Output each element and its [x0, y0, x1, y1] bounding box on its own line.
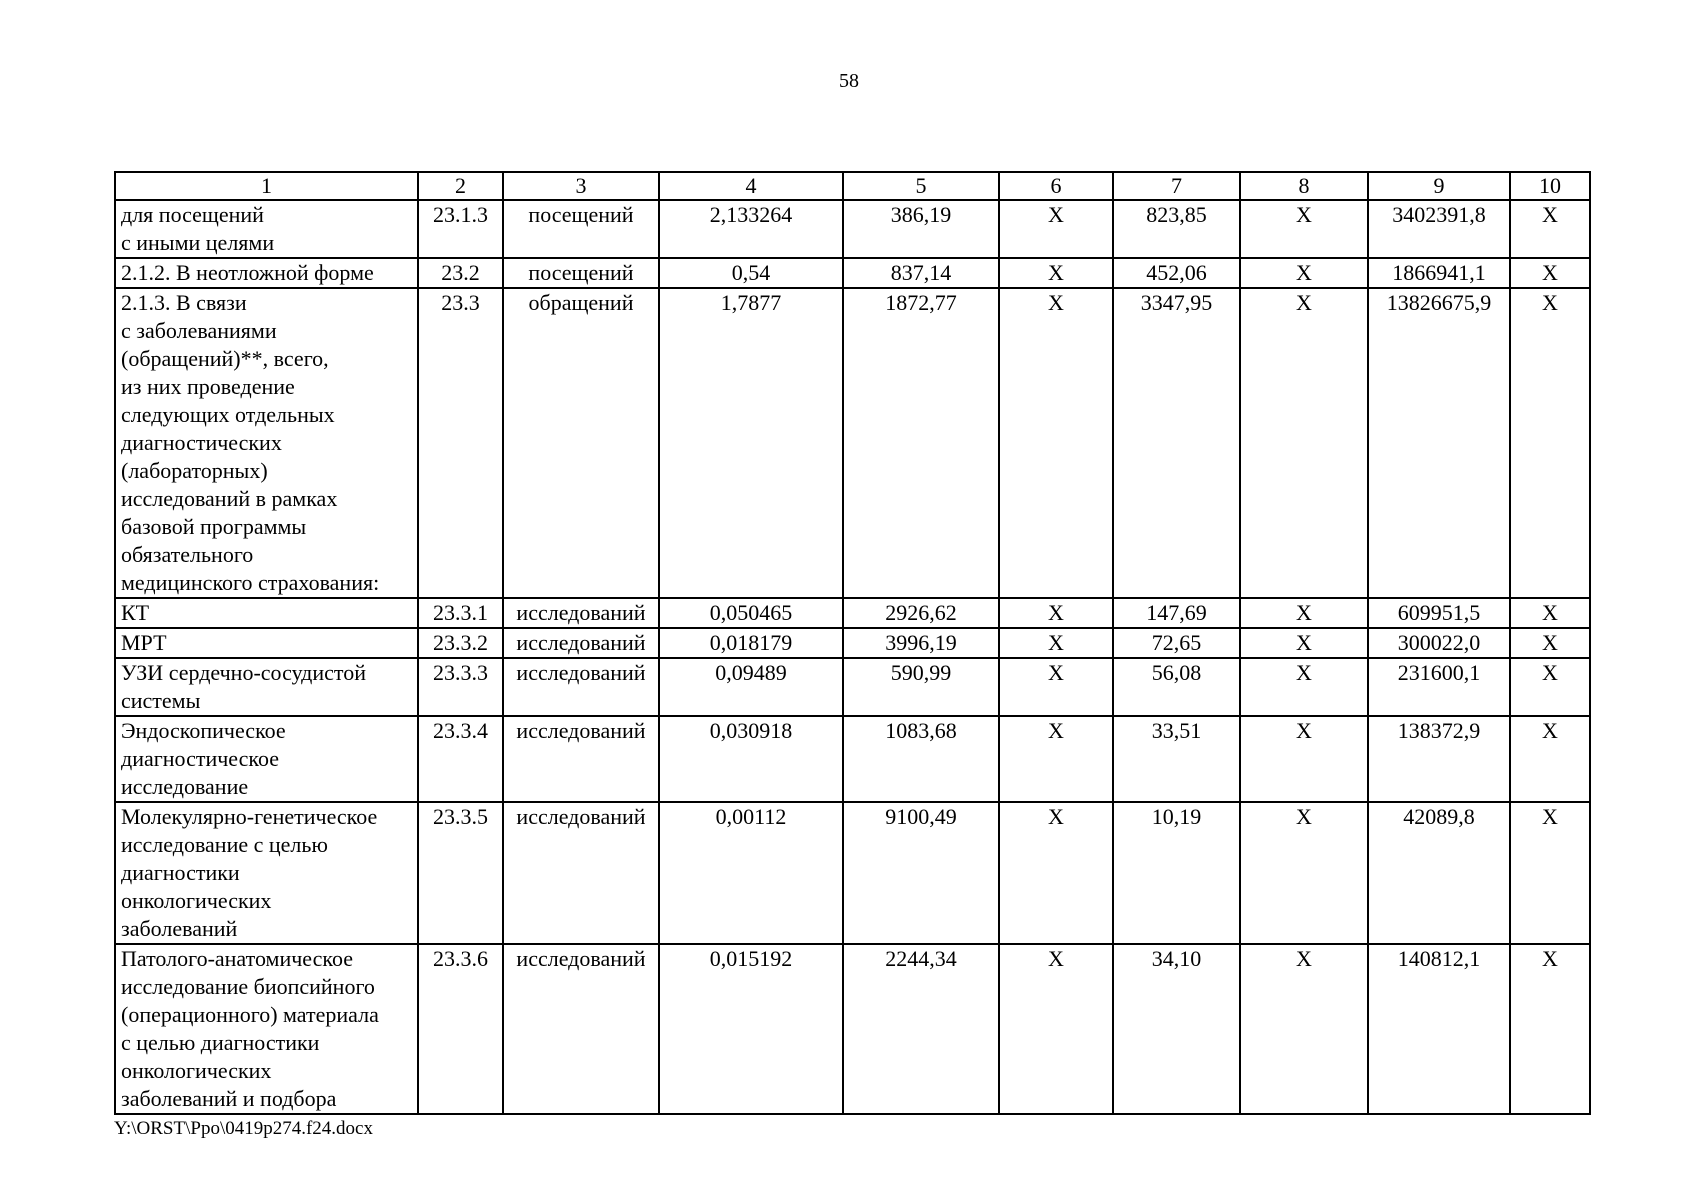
value-cell: 1872,77 — [843, 288, 999, 598]
row-name — [115, 288, 418, 598]
row-name — [115, 658, 418, 716]
column-number: 2 — [418, 172, 503, 200]
value-cell: X — [999, 288, 1113, 598]
row-name-line: исследование биопсийного — [121, 974, 375, 999]
value-cell: 2926,62 — [843, 598, 999, 628]
table-row — [115, 598, 1590, 628]
row-name-line: МРТ — [121, 630, 167, 655]
value-cell: X — [999, 716, 1113, 802]
value-cell: X — [999, 258, 1113, 288]
value-cell: 1083,68 — [843, 716, 999, 802]
row-name — [115, 200, 418, 258]
value-cell: 0,030918 — [659, 716, 843, 802]
row-name — [115, 944, 418, 1114]
value-cell: 0,54 — [659, 258, 843, 288]
row-name-line: исследование — [121, 774, 249, 799]
page-number: 58 — [839, 70, 859, 92]
value-cell: 33,51 — [1113, 716, 1240, 802]
row-name-line: 2.1.3. В связи — [121, 290, 247, 315]
value-cell: 0,00112 — [659, 802, 843, 944]
value-cell: 34,10 — [1113, 944, 1240, 1114]
table-row — [115, 200, 1590, 258]
value-cell: 1,7877 — [659, 288, 843, 598]
table-row — [115, 628, 1590, 658]
value-cell: X — [1240, 658, 1368, 716]
table-row — [115, 288, 1590, 598]
row-code: 23.3.1 — [418, 598, 503, 628]
value-cell: 3402391,8 — [1368, 200, 1510, 258]
row-code: 23.3.4 — [418, 716, 503, 802]
row-code: 23.3.6 — [418, 944, 503, 1114]
value-cell: X — [1510, 628, 1590, 658]
value-cell: X — [999, 598, 1113, 628]
value-cell: 386,19 — [843, 200, 999, 258]
row-name-line: (лабораторных) — [121, 458, 268, 483]
value-cell: 609951,5 — [1368, 598, 1510, 628]
value-cell: X — [999, 658, 1113, 716]
row-name — [115, 628, 418, 658]
column-number: 8 — [1240, 172, 1368, 200]
row-name-line: с заболеваниями — [121, 318, 277, 343]
value-cell: 0,018179 — [659, 628, 843, 658]
value-cell: 10,19 — [1113, 802, 1240, 944]
column-number: 7 — [1113, 172, 1240, 200]
value-cell: 590,99 — [843, 658, 999, 716]
table-row — [115, 802, 1590, 944]
row-name-line: (обращений)**, всего, — [121, 346, 329, 371]
column-number: 9 — [1368, 172, 1510, 200]
column-number: 5 — [843, 172, 999, 200]
column-number-row — [115, 172, 1590, 200]
row-code: 23.3 — [418, 288, 503, 598]
value-cell: X — [1240, 944, 1368, 1114]
table-body — [115, 172, 1590, 1114]
row-name — [115, 598, 418, 628]
value-cell: 1866941,1 — [1368, 258, 1510, 288]
row-code: 23.3.2 — [418, 628, 503, 658]
value-cell: 300022,0 — [1368, 628, 1510, 658]
row-name-line: (операционного) материала — [121, 1002, 379, 1027]
value-cell: X — [1510, 716, 1590, 802]
value-cell: 9100,49 — [843, 802, 999, 944]
unit-cell: исследований — [503, 628, 659, 658]
row-name-line: исследований в рамках — [121, 486, 338, 511]
data-table — [114, 171, 1591, 1115]
value-cell: X — [1240, 598, 1368, 628]
column-number: 1 — [115, 172, 418, 200]
row-code: 23.3.5 — [418, 802, 503, 944]
value-cell: X — [1240, 258, 1368, 288]
value-cell: X — [1510, 598, 1590, 628]
unit-cell: исследований — [503, 716, 659, 802]
row-name-line: Эндоскопическое — [121, 718, 286, 743]
row-name-line: онкологических — [121, 1058, 272, 1083]
row-code: 23.1.3 — [418, 200, 503, 258]
value-cell: 147,69 — [1113, 598, 1240, 628]
value-cell: 2244,34 — [843, 944, 999, 1114]
file-path-footer: Y:\ORST\Ppo\0419p274.f24.docx — [114, 1118, 373, 1139]
row-name-line: диагностическое — [121, 746, 279, 771]
row-name-line: заболеваний — [121, 916, 238, 941]
value-cell: X — [1510, 802, 1590, 944]
table-row — [115, 258, 1590, 288]
value-cell: X — [999, 802, 1113, 944]
value-cell: X — [999, 944, 1113, 1114]
value-cell: X — [999, 200, 1113, 258]
column-number: 4 — [659, 172, 843, 200]
value-cell: 42089,8 — [1368, 802, 1510, 944]
value-cell: X — [999, 628, 1113, 658]
value-cell: 3347,95 — [1113, 288, 1240, 598]
value-cell: 138372,9 — [1368, 716, 1510, 802]
value-cell: X — [1240, 200, 1368, 258]
row-name-line: для посещений — [121, 202, 264, 227]
unit-cell: исследований — [503, 658, 659, 716]
value-cell: X — [1240, 716, 1368, 802]
value-cell: 2,133264 — [659, 200, 843, 258]
row-name-line: заболеваний и подбора — [121, 1086, 337, 1111]
column-number: 6 — [999, 172, 1113, 200]
value-cell: 823,85 — [1113, 200, 1240, 258]
unit-cell: исследований — [503, 598, 659, 628]
row-name-line: 2.1.2. В неотложной форме — [121, 260, 374, 285]
row-name-line: диагностики — [121, 860, 240, 885]
value-cell: X — [1510, 258, 1590, 288]
value-cell: 837,14 — [843, 258, 999, 288]
row-name-line: медицинского страхования: — [121, 570, 380, 595]
row-name-line: с целью диагностики — [121, 1030, 320, 1055]
row-name-line: базовой программы — [121, 514, 307, 539]
value-cell: 231600,1 — [1368, 658, 1510, 716]
value-cell: 3996,19 — [843, 628, 999, 658]
value-cell: 452,06 — [1113, 258, 1240, 288]
column-number: 10 — [1510, 172, 1590, 200]
value-cell: X — [1240, 628, 1368, 658]
value-cell: 72,65 — [1113, 628, 1240, 658]
value-cell: 140812,1 — [1368, 944, 1510, 1114]
value-cell: 0,015192 — [659, 944, 843, 1114]
value-cell: X — [1510, 288, 1590, 598]
row-name-line: УЗИ сердечно-сосудистой — [121, 660, 367, 685]
row-name — [115, 258, 418, 288]
row-name-line: с иными целями — [121, 230, 275, 255]
row-name-line: системы — [121, 688, 201, 713]
value-cell: X — [1510, 944, 1590, 1114]
unit-cell: исследований — [503, 802, 659, 944]
value-cell: X — [1510, 658, 1590, 716]
value-cell: 0,09489 — [659, 658, 843, 716]
unit-cell: посещений — [503, 258, 659, 288]
row-name-line: онкологических — [121, 888, 272, 913]
value-cell: 0,050465 — [659, 598, 843, 628]
row-name — [115, 802, 418, 944]
unit-cell: посещений — [503, 200, 659, 258]
row-name-line: диагностических — [121, 430, 282, 455]
unit-cell: обращений — [503, 288, 659, 598]
row-name-line: исследование с целью — [121, 832, 328, 857]
row-name-line: КТ — [121, 600, 150, 625]
unit-cell: исследований — [503, 944, 659, 1114]
row-name-line: из них проведение — [121, 374, 295, 399]
row-name — [115, 716, 418, 802]
row-code: 23.2 — [418, 258, 503, 288]
table-row — [115, 944, 1590, 1114]
value-cell: X — [1240, 802, 1368, 944]
row-name-line: Патолого-анатомическое — [121, 946, 353, 971]
table-row — [115, 658, 1590, 716]
value-cell: X — [1240, 288, 1368, 598]
table-row — [115, 716, 1590, 802]
value-cell: X — [1510, 200, 1590, 258]
column-number: 3 — [503, 172, 659, 200]
row-code: 23.3.3 — [418, 658, 503, 716]
value-cell: 56,08 — [1113, 658, 1240, 716]
row-name-line: следующих отдельных — [121, 402, 335, 427]
row-name-line: Молекулярно-генетическое — [121, 804, 378, 829]
value-cell: 13826675,9 — [1368, 288, 1510, 598]
row-name-line: обязательного — [121, 542, 254, 567]
